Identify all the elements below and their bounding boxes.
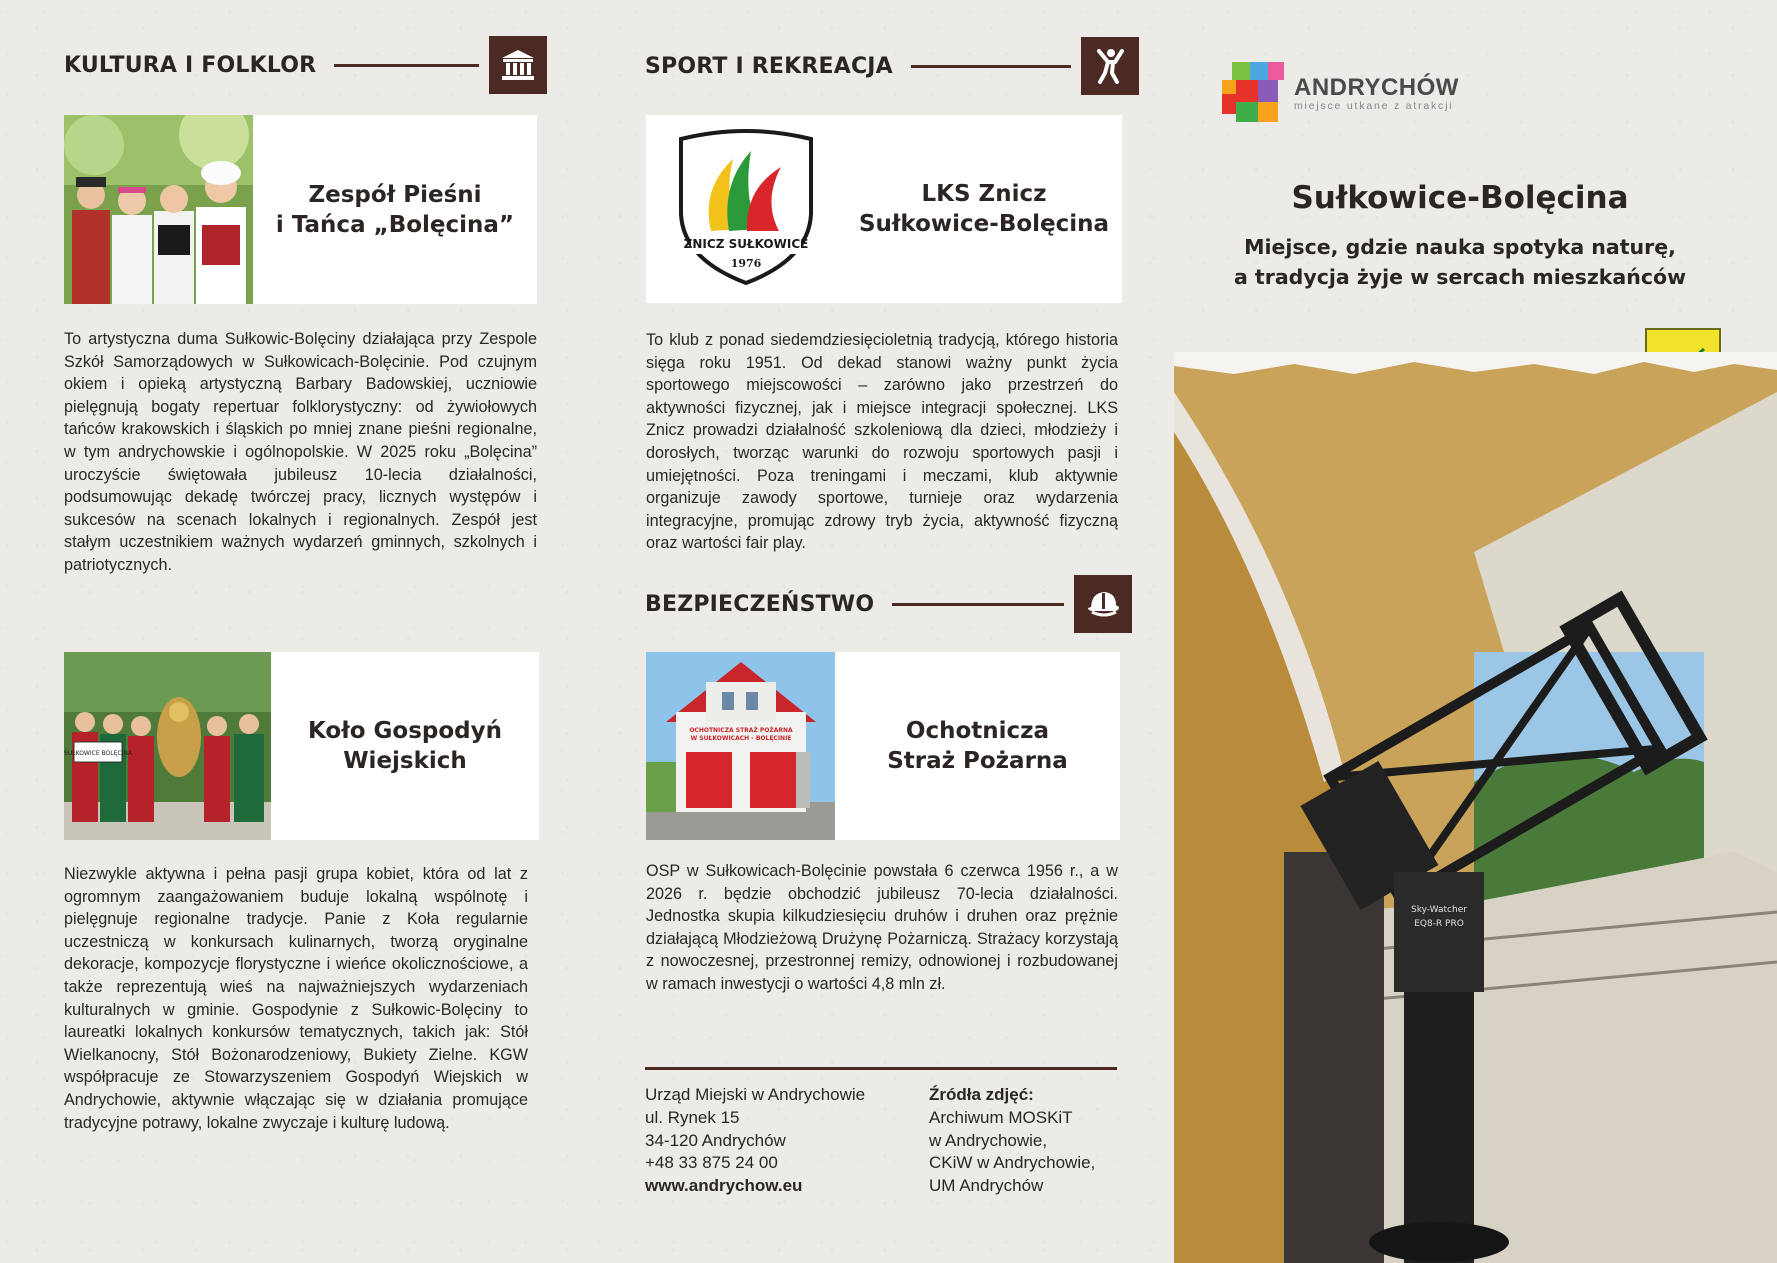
znicz-logo-year: 1976 bbox=[730, 257, 762, 270]
brand-name: ANDRYCHÓW bbox=[1294, 74, 1459, 101]
footer-sources bbox=[929, 1084, 1124, 1198]
card-zespol-bolecina bbox=[64, 115, 537, 304]
card-title-znicz: LKS Znicz Sułkowice-Bolęcina bbox=[858, 181, 1110, 237]
cover-subtitle-line: Miejsce, gdzie nauka spotyka naturę, bbox=[1244, 235, 1676, 259]
znicz-logo bbox=[646, 115, 846, 303]
text-znicz: To klub z ponad siedemdziesięcioletnią tradycją, którego historia sięga roku 1951. Od dekad stanowi ważny punkt życia sportowego miejscowości – zarówno jako przestrzeń do aktywności fizycznej, jak i miejsce integracji społecznej. LKS Znicz prowadzi działalność szkoleniową dla dzieci, młodzieży i dorosłych, tworząc warunki do rozwoju sportowych pasji i umiejętności. Poza treningami i meczami, klub aktywnie organizuje zawody sportowe, turnieje oraz wydarzenia integracyjne, promując zdrowy tryb życia, aktywność fizyczną oraz wartości fair play. bbox=[646, 331, 1118, 553]
cover-title: Sułkowice-Bolęcina bbox=[1291, 180, 1629, 216]
andrychow-logo bbox=[1220, 60, 1459, 126]
footer-address bbox=[645, 1084, 915, 1198]
cover-subtitle bbox=[1175, 232, 1745, 292]
address-line: ul. Rynek 15 bbox=[645, 1107, 740, 1127]
website-link[interactable]: www.andrychow.eu bbox=[645, 1176, 803, 1196]
folk-dancers-photo bbox=[64, 115, 253, 304]
card-kgw bbox=[64, 652, 539, 840]
source-line: CKiW w Andrychowie, bbox=[929, 1153, 1096, 1173]
footer-rule bbox=[645, 1067, 1117, 1070]
kgw-banner-text: SUŁKOWICE BOLĘCINA bbox=[64, 750, 132, 757]
brand-tagline: miejsce utkane z atrakcji bbox=[1294, 100, 1454, 112]
section-title-sport: SPORT I REKREACJA bbox=[645, 53, 893, 79]
sport-header bbox=[645, 37, 1139, 95]
znicz-logo-text: ZNICZ SUŁKOWICE bbox=[683, 237, 809, 251]
address-line: 34-120 Andrychów bbox=[645, 1130, 786, 1150]
athlete-icon bbox=[1081, 37, 1139, 95]
card-title-kgw: Koło Gospodyń Wiejskich bbox=[307, 718, 503, 774]
header-rule bbox=[911, 65, 1071, 68]
firefighter-helmet-icon bbox=[1074, 575, 1132, 633]
section-title-bezpieczenstwo: BEZPIECZEŃSTWO bbox=[645, 591, 875, 617]
section-title-kultura: KULTURA I FOLKLOR bbox=[64, 52, 317, 78]
bezpieczenstwo-header bbox=[645, 575, 1132, 633]
observatory-telescope-photo bbox=[1174, 352, 1777, 1263]
header-rule bbox=[334, 64, 479, 67]
text-zespol: To artystyczna duma Sułkowic-Bolęciny działająca przy Zespole Szkół Samorządowych w Sułkowicach-Bolęcinie. Pod czujnym okiem i opieką artystyczną Barbary Badowskiej, uczniowie pielęgnują bogaty repertuar folklorystyczny: od żywiołowych tańców krakowskich i śląskich po mniej znane pieśni regionalne, w tym andrychowskie i ogólnopolskie. W 2025 roku „Bolęcina” uroczyście świętowała jubileusz 10-lecia działalności, podsumowując dekadę twórczej pracy, licznych występów i sukcesów na scenach lokalnych i regionalnych. Zespół jest stałym uczestnikiem ważnych wydarzeń gminnych, szkolnych i patriotycznych. bbox=[64, 330, 537, 574]
fire-station-photo bbox=[646, 652, 835, 840]
kultura-header bbox=[64, 36, 547, 94]
text-kgw: Niezwykle aktywna i pełna pasji grupa kobiet, która od lat z ogromnym zaangażowaniem buduje lokalną wspólnotę i pielęgnuje regionalne tradycje. Panie z Koła regularnie uczestniczą w konkursach kulinarnych, tworzą oryginalne dekoracje, kompozycje florystyczne i wieńce okolicznościowe, a także reprezentują wieś na najważniejszych wydarzeniach kulturalnych w gminie. Gospodynie z Sułkowic-Bolęciny to laureatki lokalnych konkursów tematycznych, takich jak: Stół Wielkanocny, Stół Bożonarodzeniowy, Bukiety Zielne. KGW współpracuje ze Stowarzyszeniem Gospodyń Wiejskich w Andrychowie, aktywnie włączając się w działania promujące tradycyjne potrawy, lokalne zwyczaje i kulturę ludową. bbox=[64, 865, 528, 1132]
source-line: UM Andrychów bbox=[929, 1176, 1044, 1196]
kgw-photo bbox=[64, 652, 271, 840]
phone-number: +48 33 875 24 00 bbox=[645, 1153, 778, 1173]
card-title-zespol: Zespół Pieśni i Tańca „Bolęcina” bbox=[275, 181, 515, 238]
telescope-label-1: Sky-Watcher bbox=[1411, 905, 1467, 915]
andrychow-logo-icon bbox=[1220, 60, 1286, 126]
source-line: w Andrychowie, bbox=[929, 1130, 1048, 1150]
header-rule bbox=[892, 603, 1064, 606]
card-osp bbox=[646, 652, 1120, 840]
card-title-osp: Ochotnicza Straż Pożarna bbox=[887, 718, 1068, 774]
sources-title: Źródła zdjęć: bbox=[929, 1085, 1034, 1104]
telescope-label-2: EQ8-R PRO bbox=[1414, 919, 1464, 929]
osp-sign-line1: OCHOTNICZA STRAŻ POŻARNA bbox=[689, 727, 793, 734]
card-lks-znicz bbox=[646, 115, 1122, 303]
museum-icon bbox=[489, 36, 547, 94]
cover-subtitle-line: a tradycja żyje w sercach mieszkańców bbox=[1233, 265, 1687, 289]
osp-sign-line2: W SUŁKOWICACH - BOLĘCINIE bbox=[690, 735, 792, 742]
text-osp: OSP w Sułkowicach-Bolęcinie powstała 6 czerwca 1956 r., a w 2026 r. będzie obchodzić jubileusz 70-lecia działalności. Jednostka skupia kilkudziesięciu druhów i druhen oraz prężnie działającą Młodzieżową Drużynę Pożarniczą. Strażacy korzystają z nowoczesnej, przestronnej remizy, odnowionej i rozbudowanej w ramach inwestycji o wartości 4,8 mln zł. bbox=[646, 862, 1118, 993]
source-line: Archiwum MOSKiT bbox=[929, 1107, 1073, 1127]
address-line: Urząd Miejski w Andrychowie bbox=[645, 1085, 866, 1104]
